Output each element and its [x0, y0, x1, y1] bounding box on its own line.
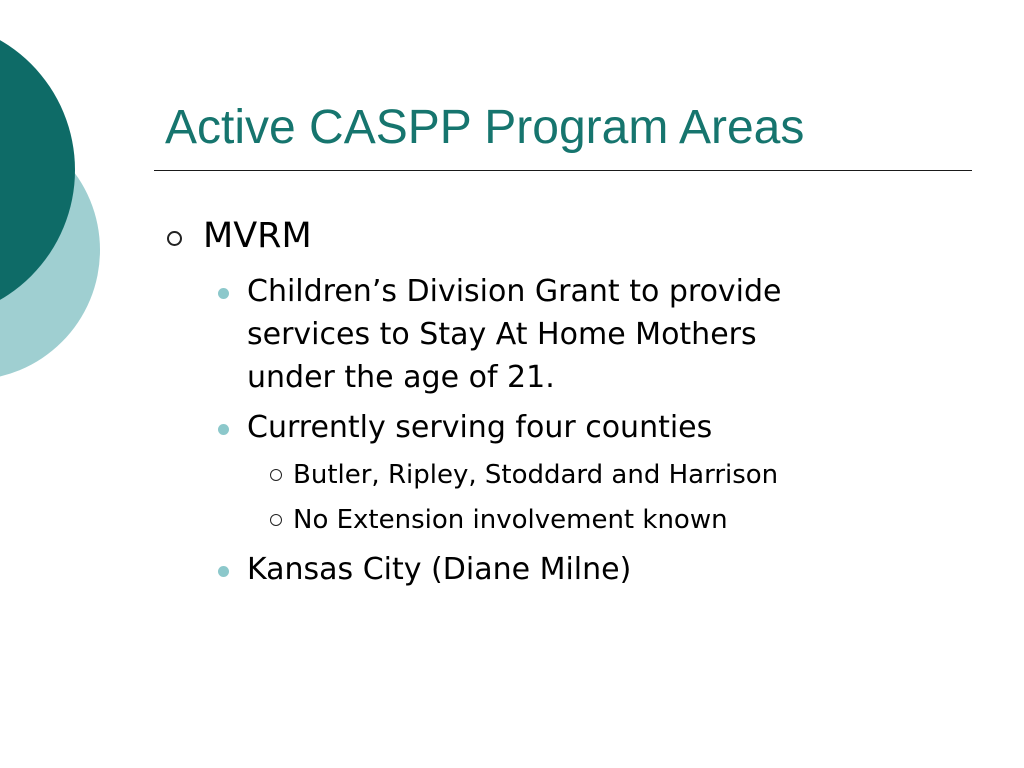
decorative-circles [0, 0, 110, 420]
bullet-mvrm: MVRM [203, 216, 312, 256]
dot-bullet-icon [218, 288, 229, 299]
bullet-grant-line-1: Children’s Division Grant to provide [247, 274, 782, 309]
bullet-grant-line-2: services to Stay At Home Mothers [247, 317, 757, 352]
ring-bullet-icon [270, 514, 282, 526]
bullet-counties: Currently serving four counties [247, 410, 713, 445]
dot-bullet-icon [218, 424, 229, 435]
bullet-county-list: Butler, Ripley, Stoddard and Harrison [293, 460, 779, 490]
bullet-extension: No Extension involvement known [293, 505, 728, 535]
title-divider [154, 170, 972, 171]
bullet-kansas-city: Kansas City (Diane Milne) [247, 552, 632, 587]
ring-bullet-icon [270, 469, 282, 481]
bullet-grant-line-3: under the age of 21. [247, 360, 555, 395]
slide-title: Active CASPP Program Areas [165, 101, 805, 154]
dot-bullet-icon [218, 566, 229, 577]
ring-bullet-icon [167, 231, 182, 246]
